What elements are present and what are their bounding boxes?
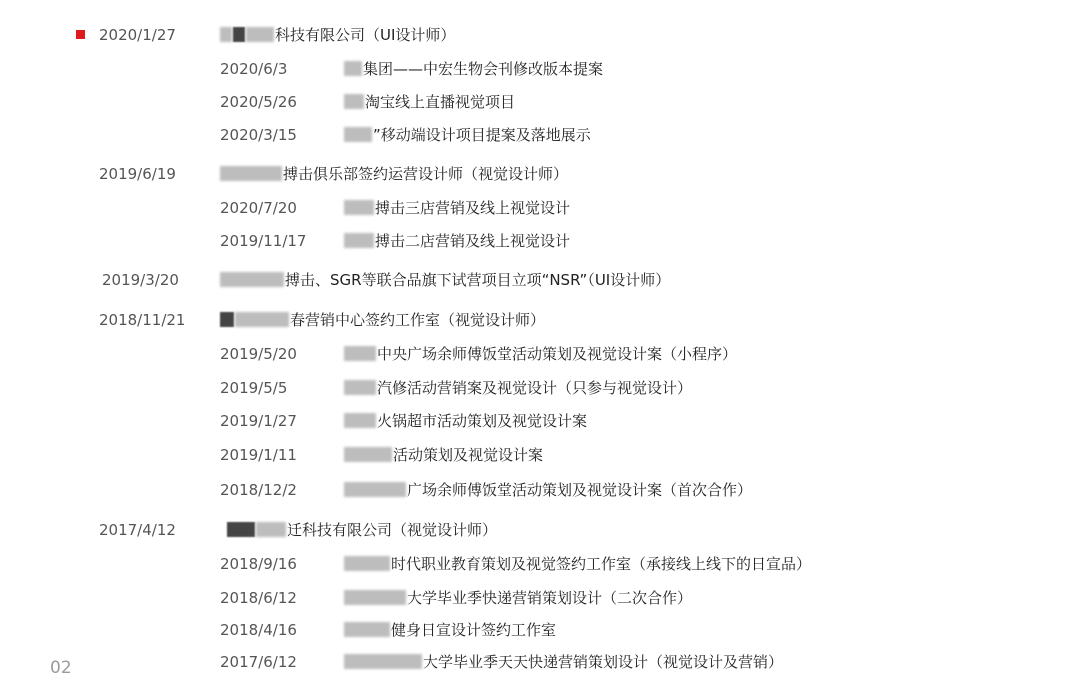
entry-text-wrap xyxy=(344,551,811,577)
entry-text-wrap xyxy=(220,22,455,48)
timeline-entry-sub xyxy=(0,477,1080,503)
redaction-block xyxy=(344,447,392,462)
timeline-entry-sub xyxy=(0,617,1080,643)
entry-text-wrap xyxy=(344,341,737,367)
redaction-block xyxy=(344,654,422,669)
redaction-block xyxy=(344,233,374,248)
timeline-entry-sub xyxy=(0,122,1080,148)
entry-text-wrap xyxy=(344,89,515,115)
entry-text: ”移动端设计项目提案及落地展示 xyxy=(373,126,591,144)
entry-text: 火锅超市活动策划及视觉设计案 xyxy=(377,412,588,430)
entry-text: 活动策划及视觉设计案 xyxy=(393,446,544,464)
entry-text: 时代职业教育策划及视觉签约工作室（承接线上线下的日宣品） xyxy=(391,555,812,573)
timeline-entry-main xyxy=(0,267,1080,293)
entry-text: 搏击、SGR等联合品旗下试营项目立项“NSR”（UI设计师） xyxy=(285,271,671,289)
entry-text-wrap xyxy=(344,442,543,468)
redaction-block xyxy=(344,94,364,109)
entry-date: 2020/5/26 xyxy=(220,93,297,111)
redaction-block xyxy=(344,590,406,605)
entry-text: 淘宝线上直播视觉项目 xyxy=(365,93,516,111)
timeline-entry-sub xyxy=(0,341,1080,367)
redaction-block xyxy=(235,312,289,327)
entry-text-wrap xyxy=(344,375,692,401)
timeline-entry-sub xyxy=(0,551,1080,577)
redaction-block xyxy=(344,346,376,361)
entry-date: 2018/12/2 xyxy=(220,481,297,499)
entry-text: 迁科技有限公司（视觉设计师） xyxy=(287,521,498,539)
entry-text: 科技有限公司（UI设计师） xyxy=(275,26,456,44)
entry-date: 2020/1/27 xyxy=(99,26,176,44)
entry-date: 2019/11/17 xyxy=(220,232,307,250)
timeline-entry-sub xyxy=(0,408,1080,434)
entry-text-wrap xyxy=(344,477,752,503)
timeline-entry-sub xyxy=(0,195,1080,221)
entry-date: 2019/3/20 xyxy=(102,271,179,289)
redaction-block xyxy=(344,200,374,215)
entry-text-wrap xyxy=(344,122,591,148)
current-marker-icon xyxy=(76,30,85,39)
entry-text: 健身日宣设计签约工作室 xyxy=(391,621,557,639)
redaction-block xyxy=(256,522,286,537)
entry-text: 春营销中心签约工作室（视觉设计师） xyxy=(290,311,546,329)
entry-date: 2019/1/11 xyxy=(220,446,297,464)
entry-text: 中央广场余师傅饭堂活动策划及视觉设计案（小程序） xyxy=(377,345,738,363)
entry-text: 大学毕业季天天快递营销策划设计（视觉设计及营销） xyxy=(423,653,784,671)
timeline-entry-sub xyxy=(0,228,1080,254)
entry-text: 搏击俱乐部签约运营设计师（视觉设计师） xyxy=(283,165,569,183)
entry-date: 2018/6/12 xyxy=(220,589,297,607)
entry-text: 广场余师傅饭堂活动策划及视觉设计案（首次合作） xyxy=(407,481,753,499)
timeline-entry-sub xyxy=(0,89,1080,115)
entry-text-wrap xyxy=(344,228,570,254)
timeline-entry-sub xyxy=(0,585,1080,611)
redaction-block xyxy=(220,312,234,327)
page-number: 02 xyxy=(50,658,72,678)
redaction-block xyxy=(220,27,232,42)
timeline-entry-sub xyxy=(0,56,1080,82)
entry-date: 2019/1/27 xyxy=(220,412,297,430)
entry-date: 2019/6/19 xyxy=(99,165,176,183)
redaction-block xyxy=(227,522,255,537)
entry-date: 2020/3/15 xyxy=(220,126,297,144)
redaction-block xyxy=(233,27,245,42)
entry-text-wrap xyxy=(220,307,545,333)
redaction-block xyxy=(246,27,274,42)
timeline-entry-sub xyxy=(0,375,1080,401)
entry-text-wrap xyxy=(344,408,587,434)
redaction-block xyxy=(344,556,390,571)
timeline-entry-main xyxy=(0,517,1080,543)
redaction-block xyxy=(344,482,406,497)
entry-text-wrap xyxy=(344,585,692,611)
entry-text-wrap xyxy=(220,267,670,293)
timeline-entry-main xyxy=(0,161,1080,187)
entry-text: 搏击三店营销及线上视觉设计 xyxy=(375,199,571,217)
entry-text-wrap xyxy=(344,195,570,221)
entry-text: 汽修活动营销案及视觉设计（只参与视觉设计） xyxy=(377,379,693,397)
redaction-block xyxy=(344,622,390,637)
timeline-entry-sub xyxy=(0,649,1080,675)
entry-date: 2017/6/12 xyxy=(220,653,297,671)
timeline-entry-sub xyxy=(0,442,1080,468)
entry-text-wrap xyxy=(227,517,497,543)
redaction-block xyxy=(344,380,376,395)
entry-date: 2020/6/3 xyxy=(220,60,288,78)
entry-text: 搏击二店营销及线上视觉设计 xyxy=(375,232,571,250)
entry-text-wrap xyxy=(220,161,568,187)
timeline-entry-main xyxy=(0,307,1080,333)
redaction-block xyxy=(220,166,282,181)
redaction-block xyxy=(220,272,284,287)
entry-text: 大学毕业季快递营销策划设计（二次合作） xyxy=(407,589,693,607)
entry-text: 集团——中宏生物会刊修改版本提案 xyxy=(363,60,604,78)
entry-date: 2019/5/5 xyxy=(220,379,288,397)
entry-date: 2018/4/16 xyxy=(220,621,297,639)
redaction-block xyxy=(344,127,372,142)
entry-date: 2018/9/16 xyxy=(220,555,297,573)
redaction-block xyxy=(344,413,376,428)
entry-date: 2018/11/21 xyxy=(99,311,186,329)
entry-text-wrap xyxy=(344,649,783,675)
redaction-block xyxy=(344,61,362,76)
entry-date: 2017/4/12 xyxy=(99,521,176,539)
entry-date: 2020/7/20 xyxy=(220,199,297,217)
timeline-entry-main xyxy=(0,22,1080,48)
entry-text-wrap xyxy=(344,56,603,82)
entry-date: 2019/5/20 xyxy=(220,345,297,363)
entry-text-wrap xyxy=(344,617,556,643)
